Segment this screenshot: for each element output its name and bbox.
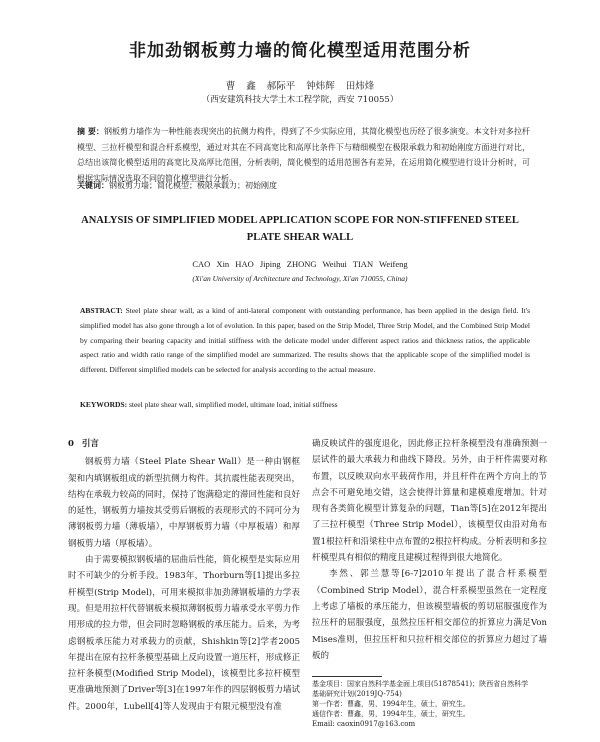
body-paragraph: 李然、郭兰慧等[6-7]2010年提出了混合杆系模型（Combined Strip Model），混合杆系模型虽然在一定程度上考虑了墙板的承压能力，但该模型墙板的剪切屈服强度作为拉压杆的屈服强度，虽然拉压杆相交部位的折算应力满足Von Mises准则，但拉压杆和只拉杆相交部位的折算应力超过了墙板的: [312, 569, 547, 661]
right-column: [312, 436, 547, 664]
chinese-authors: 曹 鑫 郝际平 钟炜辉 田炜烽: [225, 81, 375, 92]
english-keywords: [80, 400, 530, 409]
english-keywords-text: steel plate shear wall, simplified model, ultimate load, initial stiffness: [128, 400, 338, 409]
body-paragraph: 确反映试件的强度退化，因此修正拉杆条模型没有准确预测一层试件的最大承载力和曲线下降段。另外，由于杆件需要对称布置，以反映双向水平载荷作用，并且杆件在两个方向上的节点会不可避免地交错，这会使得计算量和建模难度增加。针对现有各类简化模型计算复杂的问题，Tian等[5]在2012年提出了三拉杆模型（Three Strip Model），该模型仅由沿对角布置1根拉杆和沿梁柱中点布置的2根拉杆构成。分析表明和多拉杆模型具有相似的精度且建模过程得到很大地简化。: [312, 439, 547, 564]
chinese-keywords: [77, 180, 530, 191]
chinese-keywords-text: 钢板剪力墙；简化模型；极限承载力；初始刚度: [109, 181, 277, 190]
body-paragraph: 由于需要模拟钢板墙的屈曲后性能，简化模型是实际应用时不可缺少的分析手段。1983年，Thorburn等[1]提出多拉杆模型(Strip Model)，可用来模拟非加劲薄钢板墙的力学表现。但是用拉杆代替钢板来模拟薄钢板剪力墙承受水平剪力作用形成的拉力带，但会同时忽略钢板的承压能力。后来，为考虑钢板承压能力对承载力的贡献，Shishkin等[2]学者2005年提出在原有拉杆条模型基础上反向设置一道压杆，形成修正拉杆条模型(Modified Strip Model)，该模型比多拉杆模型更准确地预测了Driver等[3]在1997年作的四层钢板剪力墙试件。2000年，Lubell[4]等人发现由于有限元模型没有准: [68, 555, 300, 712]
chinese-affiliation: （西安建筑科技大学土木工程学院，西安 710055）: [201, 95, 399, 105]
chinese-abstract: [77, 124, 530, 186]
chinese-abstract-label: 摘 要：: [77, 126, 104, 136]
footnote-line: 基金项目：国家自然科学基金面上项目(51878541)；陕西省自然科学: [312, 680, 529, 688]
footnote-line: Email: caoxin0917@163.com: [312, 720, 416, 728]
english-abstract: [80, 304, 530, 378]
section-heading: [68, 436, 300, 452]
footnote-divider: [312, 676, 382, 677]
footnote-line: 通信作者：曹鑫，男，1994年生，硕士，研究生。: [312, 710, 470, 718]
footnote-line: 第一作者：曹鑫，男，1994年生，硕士，研究生。: [312, 700, 470, 708]
chinese-title: 非加劲钢板剪力墙的简化模型适用范围分析: [129, 41, 471, 61]
body-paragraph: 钢板剪力墙（Steel Plate Shear Wall）是一种由钢框架和内填钢板组成的新型抗侧力构件。其抗震性能表现突出，结构在承载力较高的同时，保持了饱满稳定的滞回性能和良好的延性，钢板剪力墙按其受剪后钢板的表现形式的不同可分为薄钢板剪力墙（薄板墙），中厚钢板剪力墙（中厚板墙）和厚钢板剪力墙（厚板墙）。: [68, 457, 300, 549]
english-authors: CAO Xin HAO Jiping ZHONG Weihui TIAN Weifeng: [192, 259, 408, 269]
left-column: [68, 436, 300, 715]
english-keywords-label: KEYWORDS:: [80, 400, 128, 409]
footnotes: [312, 679, 552, 729]
english-affiliation: (Xi'an University of Architecture and Technology, Xi'an 710055, China): [192, 274, 408, 283]
footnote-line: 基础研究计划(2019JQ-754): [312, 690, 402, 698]
english-title: ANALYSIS OF SIMPLIFIED MODEL APPLICATION SCOPE FOR NON-STIFFENED STEEL PLATE SHEAR WALL: [81, 215, 519, 243]
chinese-keywords-label: 关键词：: [77, 180, 109, 190]
section-number: 0: [68, 439, 74, 449]
english-abstract-text: Steel plate shear wall, as a kind of anti-lateral component with outstanding performance, has been applied in the design field. It's simplified model has also gone through a lot of evolution. In this paper, based on the Strip Model, Three Strip Model, and the Combined Strip Model by comparing their bearing capacity and initial stiffness with the delicate model under different aspect ratios and thickness ratios, the applicable aspect ratio and width ratio range of the simplified model are summarized. The results shows that the applicable scope of the simplified model is different. Different simplified models can be selected for analysis according to the actual measure.: [80, 306, 530, 375]
section-title: 引言: [81, 439, 99, 449]
chinese-abstract-text: 钢板剪力墙作为一种性能表现突出的抗侧力构件，得到了不少实际应用，其简化模型也历经了很多演变。本文针对多拉杆模型、三拉杆模型和混合杆系模型，通过对其在不同高宽比和高厚比条件下与精细模型在极限承载力和初始刚度方面进行对比，总结出该简化模型适用的高宽比及高厚比范围，分析表明，简化模型的适用范围各有差异，在运用简化模型进行设计分析时，可根据实际情况选取不同的简化模型进行分析。: [77, 127, 530, 183]
english-abstract-label: ABSTRACT:: [80, 306, 123, 315]
